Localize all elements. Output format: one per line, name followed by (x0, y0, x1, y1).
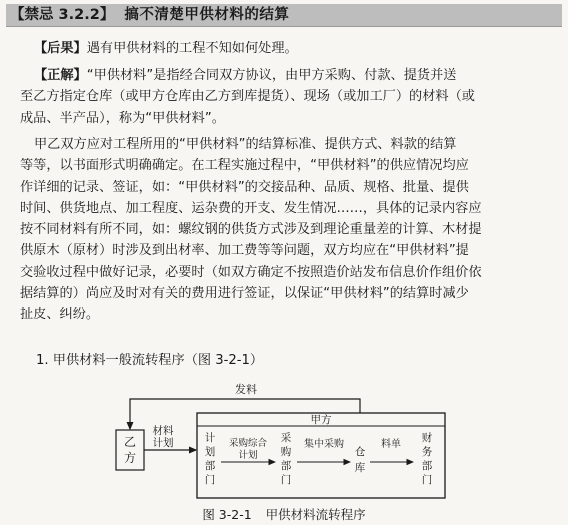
solution-line: 成品、半产品），称为“甲供材料”。 (20, 110, 225, 126)
plan-dept-char: 部 (204, 460, 216, 472)
plan-dept-char: 划 (204, 446, 216, 458)
purchase-dept-char: 购 (280, 446, 292, 458)
central-purchase-label: 集中采购 (304, 439, 344, 450)
body-line: 供原木（原材）时涉及到出材率、加工费等等问题，双方均应在“甲供材料”提 (20, 243, 469, 259)
body-line: 据结算的）尚应及时对有关的费用进行签证，以保证“甲供材料”的结算时减少 (20, 286, 469, 302)
body-line: 作详细的记录、签证，如：“甲供材料”的交接品种、品质、规格、批量、提供 (20, 179, 469, 195)
body-line: 等等，以书面形式明确确定。在工程实施过程中，“甲供材料”的供应情况均应 (20, 158, 469, 174)
body-line: 交验收过程中做好记录，必要时（如双方确定不按照造价站发布信息价作组价依 (20, 264, 482, 280)
party-b-char: 乙 (123, 435, 137, 449)
flow-diagram (0, 375, 568, 503)
body-line: 扯皮、纠纷。 (20, 307, 100, 323)
purchase-dept-char: 门 (280, 474, 292, 486)
finance-dept-char: 务 (421, 446, 433, 458)
section-banner (6, 4, 562, 27)
purchase-plan-label: 采购综合 (228, 438, 268, 449)
finance-dept-char: 部 (421, 460, 433, 472)
material-plan-label: 计划 (152, 437, 174, 449)
purchase-plan-label: 计划 (238, 450, 258, 461)
figure-number: 图 3-2-1 (202, 507, 252, 522)
purchase-dept-char: 部 (280, 460, 292, 472)
plan-dept-char: 计 (204, 432, 216, 444)
consequence-paragraph (20, 38, 555, 59)
solution-paragraph (20, 65, 555, 129)
body-line: 按不同材料有所不同，如：螺纹钢的供货方式涉及到理论重量差的计算、木材提 (20, 222, 482, 238)
figure-caption (0, 505, 568, 523)
body-paragraph (20, 134, 555, 326)
figure-title: 甲供材料流转程序 (265, 507, 366, 522)
section-tag: 【禁忌 3.2.2】 (10, 7, 115, 23)
body-line: 时间、供货地点、加工程度、运杂费的开支、发生情况……，具体的记录内容应 (20, 200, 482, 216)
warehouse-char: 库 (354, 462, 366, 474)
issue-material-label: 发料 (235, 383, 257, 396)
purchase-dept-char: 采 (280, 432, 292, 444)
party-a-title: 甲方 (310, 414, 332, 426)
finance-dept-char: 门 (421, 474, 433, 486)
material-list-label: 料单 (381, 439, 401, 450)
finance-dept-char: 财 (421, 432, 433, 444)
consequence-label: 【后果】 (34, 41, 87, 56)
material-plan-label: 材料 (152, 425, 174, 437)
plan-dept-char: 门 (204, 474, 216, 486)
section-title: 搞不清楚甲供材料的结算 (124, 7, 290, 23)
solution-line: “甲供材料”是指经合同双方协议，由甲方采购、付款、提货并送 (86, 68, 457, 83)
warehouse-char: 仓 (354, 446, 366, 458)
solution-line: 至乙方指定仓库（或甲方仓库由乙方到库提货）、现场（或加工厂）的材料（或 (20, 89, 475, 105)
solution-label: 【正解】 (34, 68, 87, 83)
body-line: 甲乙双方应对工程所用的“甲供材料”的结算标准、提供方式、料款的结算 (34, 137, 457, 152)
consequence-text: 遇有甲供材料的工程不知如何处理。 (86, 41, 298, 56)
party-b-char: 方 (123, 451, 137, 465)
item-heading: 1. 甲供材料一般流转程序（图 3-2-1） (36, 353, 264, 368)
